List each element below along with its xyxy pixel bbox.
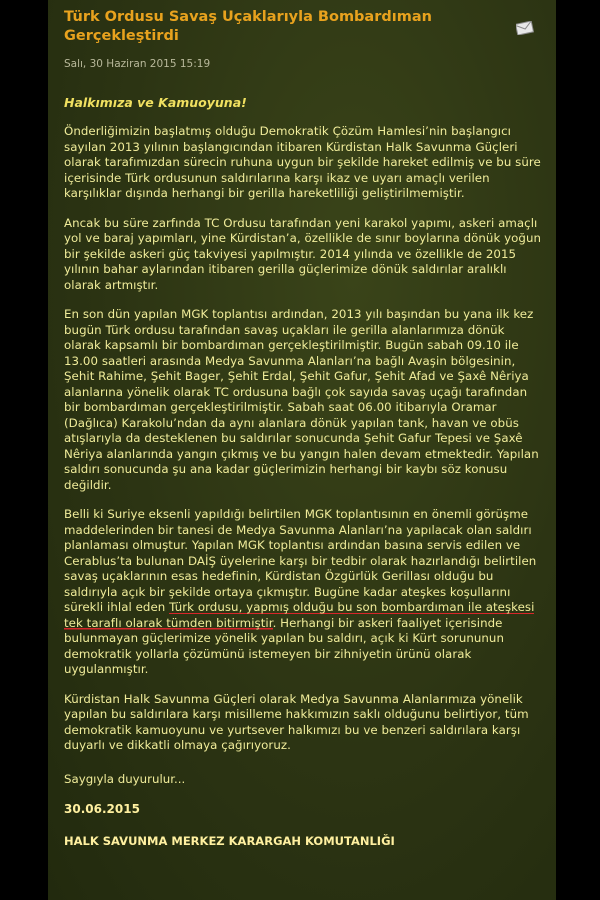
article-panel xyxy=(48,0,556,900)
paragraph-4-text-end: . Herhangi bir askeri faaliyet içerisinde bulunmayan güçlerimize yönelik yapılan bu saldırı, açık ki Kürt sorununun demokratik yollarla çözümünü istemeyen bir zihniyetin ürünü olarak uygulanmıştır. xyxy=(64,615,504,676)
article-title: Türk Ordusu Savaş Uçaklarıyla Bombardıman Gerçekleştirdi xyxy=(64,9,432,44)
paragraph-3: En son dün yapılan MGK toplantısı ardından, 2013 yılı başından bu yana ilk kez bugün Türk ordusu tarafından savaş uçakları ile gerilla alanlarımıza dönük olarak kapsamlı bir bombardıman gerçekleştirilmiştir. Bugün sabah 09.10 ile 13.00 saatleri arasında Medya Savunma Alanları’na bağlı Avaşin bölgesinin, Şehit Rahime, Şehit Bager, Şehit Erdal, Şehit Gafur, Şehit Afad ve Şaxê Nêriya alanlarına yönelik olarak TC ordusuna bağlı çok sayıda savaş uçağı tarafından bir bombardıman gerçekleştirilmiştir. Sabah saat 06.00 itibarıyla Oramar (Dağlıca) Karakolu’ndan da aynı alanlara dönük yapılan tank, havan ve obüs atışlarıyla da desteklenen bu saldırılar sonucunda Şehit Gafur Tepesi ve Şaxê Nêriya alanlarında yangın çıkmış ve bu yangın halen devam etmektedir. Yapılan saldırı sonucunda şu ana kadar güçlerimizin herhangi bir kaybı söz konusu değildir. xyxy=(64,307,539,492)
paragraph-4-text-start: Belli ki Suriye eksenli yapıldığı belirtilen MGK toplantısının en önemli görüşme maddelerinden bir tanesi de Medya Savunma Alanları’na yapılacak olan saldırı planlaması olmuştur. Yapılan MGK toplantısı ardından basına servis edilen ve Cerablus’ta bulunan DAİŞ üyelerine karşı bir tedbir olarak hazırlandığı belirtilen savaş uçaklarının esas hedefinin, Kürdistan Özgürlük Gerillası olduğu bu saldırıyla açık bir şekilde ortaya çıkmıştır. Bugüne kadar ateşkes koşullarını sürekli ihlal eden xyxy=(64,507,537,614)
paragraph-4 xyxy=(64,507,542,678)
signature: HALK SAVUNMA MERKEZ KARARGAH KOMUTANLIĞI xyxy=(64,833,395,848)
signature-date: 30.06.2015 xyxy=(64,801,140,816)
paragraph-2: Ancak bu süre zarfında TC Ordusu tarafından yeni karakol yapımı, askeri amaçlı yol ve baraj yapımları, yine Kürdistan’a, özellikle de sınır boylarına dönük yoğun bir şekilde askeri güç takviyesi yapılmıştır. 2014 yılında ve özellikle de 2015 yılının bahar aylarından itibaren gerilla güçlerimize dönük saldırılar aralıklı olarak artmıştır. xyxy=(64,215,542,292)
paragraph-1: Önderliğimizin başlatmış olduğu Demokratik Çözüm Hamlesi’nin başlangıcı sayılan 2013 yılının başlangıcından itibaren Kürdistan Halk Savunma Güçleri olarak tarafımızdan sürecin ruhuna uygun bir şekilde hareket edilmiş ve bu süre içerisinde Türk ordusunun saldırılarına karşı ikaz ve uyarı amaçlı verilen karşılıklar dışında herhangi bir gerilla hareketliliği geliştirilmemiştir. xyxy=(64,124,541,200)
envelope-icon[interactable] xyxy=(516,20,534,34)
underlined-statement: Türk ordusu, yapmış olduğu bu son bombardıman ile ateşkesi tek taraflı olarak tümden bitirmiştir xyxy=(64,600,535,630)
paragraph-5: Kürdistan Halk Savunma Güçleri olarak Medya Savunma Alanlarımıza yönelik yapılan bu saldırılara karşı misilleme hakkımızın saklı olduğunu belirtiyor, tüm demokratik kamuoyunu ve yurtsever halkımızı bu ve benzeri saldırılara karşı duyarlı ve dikkatli olmaya çağırıyoruz. xyxy=(64,691,529,752)
post-date: Salı, 30 Haziran 2015 15:19 xyxy=(64,58,211,70)
closing-line: Saygıyla duyurulur... xyxy=(64,771,186,786)
greeting: Halkımıza ve Kamuoyuna! xyxy=(64,95,247,110)
